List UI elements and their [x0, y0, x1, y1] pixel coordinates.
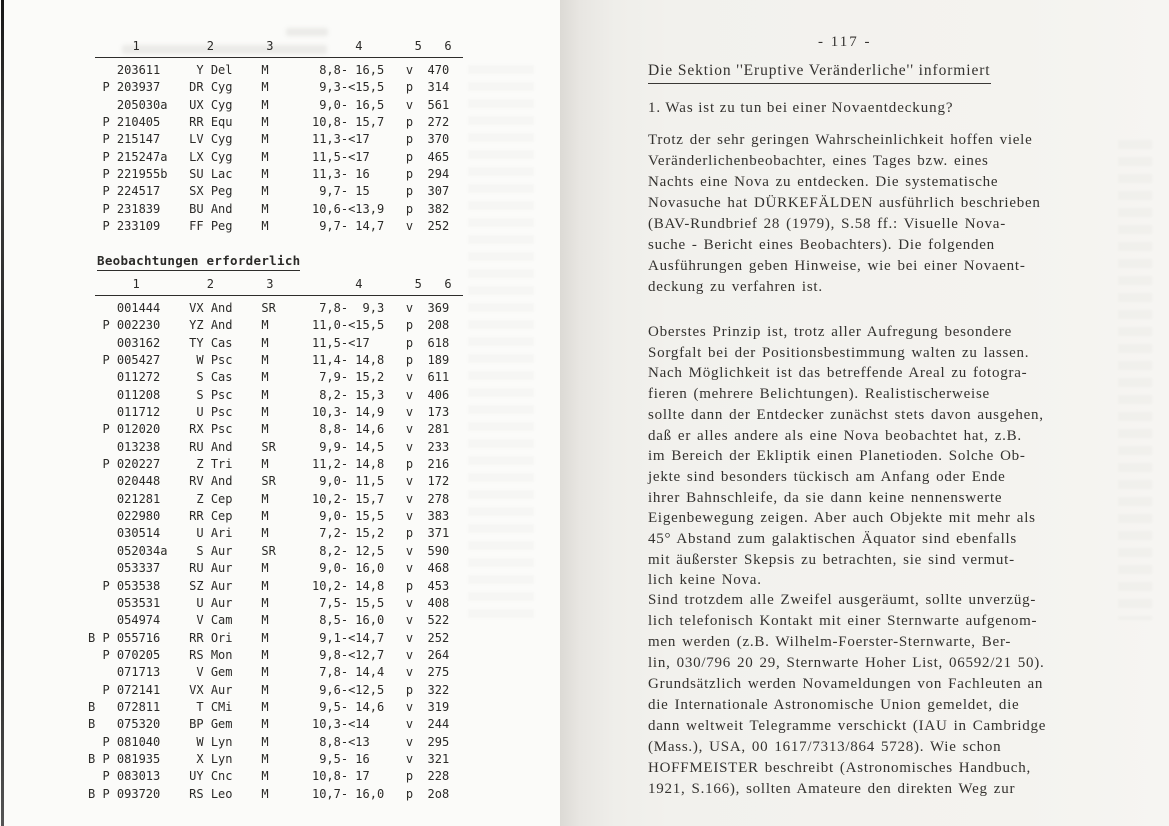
- table-row: P 215247a LX Cyg M 11,5-<17 p 465: [88, 149, 450, 164]
- text-line: Ausführungen geben Hinweise, wie bei einer Novaent-: [648, 258, 1026, 274]
- table-row: 003162 TY Cas M 11,5-<17 p 618: [88, 335, 450, 350]
- table-row: P 231839 BU And M 10,6-<13,9 p 382: [88, 201, 450, 216]
- table-row: B P 081935 X Lyn M 9,5- 16 v 321: [88, 751, 450, 766]
- table-row: P 072141 VX Aur M 9,6-<12,5 p 322: [88, 682, 450, 697]
- table-row: B P 055716 RR Ori M 9,1-<14,7 v 252: [88, 630, 450, 645]
- text-line: Sind trotzdem alle Zweifel ausgeräumt, sollte unverzüg-: [648, 592, 1037, 608]
- text-line: suche - Bericht eines Beobachters). Die folgenden: [648, 237, 995, 253]
- table-row: P 005427 W Psc M 11,4- 14,8 p 189: [88, 353, 450, 368]
- page-number: - 117 -: [818, 34, 872, 50]
- text-line: Eigenbewegung zeigen. Aber auch Objekte mit mehr als: [648, 510, 1036, 527]
- table-row: P 233109 FF Peg M 9,7- 14,7 v 252: [88, 219, 450, 234]
- table-row: 071713 V Gem M 7,8- 14,4 v 275: [88, 665, 450, 680]
- paragraph: [648, 130, 1160, 298]
- text-line: Novasuche hat DÜRKEFÄLDEN ausführlich beschrieben: [648, 195, 1041, 211]
- text-line: (BAV-Rundbrief 28 (1979), S.58 ff.: Visuelle Nova-: [648, 216, 1006, 232]
- text-line: 45° Abstand zum galaktischen Äquator sind ebenfalls: [648, 531, 1018, 548]
- bleed-through-smudge: [286, 28, 328, 36]
- table-row: 011208 S Psc M 8,2- 15,3 v 406: [88, 387, 450, 402]
- table-row: P 221955b SU Lac M 11,3- 16 p 294: [88, 167, 450, 182]
- text-line: jekte sind besonders tückisch am Anfang oder Ende: [648, 468, 1006, 485]
- table-row: 054974 V Cam M 8,5- 16,0 v 522: [88, 613, 450, 628]
- table-row: 011712 U Psc M 10,3- 14,9 v 173: [88, 405, 450, 420]
- text-line: im Bereich der Ekliptik einen Planetioden. Solche Ob-: [648, 448, 1026, 465]
- text-line: sollte dann der Entdecker zunächst stets davon ausgehen,: [648, 406, 1044, 423]
- table1-rows: [88, 62, 449, 235]
- text-line: Grundsätzlich werden Novameldungen von Fachleuten an: [648, 676, 1044, 692]
- table-row: 030514 U Ari M 7,2- 15,2 p 371: [88, 526, 450, 541]
- table-row: B 075320 BP Gem M 10,3-<14 v 244: [88, 717, 450, 732]
- bleed-through-column: [468, 65, 534, 625]
- table-row: 021281 Z Cep M 10,2- 15,7 v 278: [88, 491, 450, 506]
- text-line: fieren (mehrere Belichtungen). Realistischerweise: [648, 386, 990, 403]
- table-row: P 053538 SZ Aur M 10,2- 14,8 p 453: [88, 578, 450, 593]
- text-line: daß er alles andere als eine Nova beobachtet hat, z.B.: [648, 427, 1022, 444]
- table1-column-headers: 1 2 3 4 5 6: [88, 39, 452, 53]
- text-line: HOFFMEISTER beschreibt (Astronomisches Handbuch,: [648, 760, 1031, 776]
- paragraph: [648, 322, 1160, 591]
- text-line: lich telefonisch Kontakt mit einer Sternwarte aufgenom-: [648, 613, 1038, 629]
- table-row: 205030a UX Cyg M 9,0- 16,5 v 561: [88, 97, 450, 112]
- table-row: P 070205 RS Mon M 9,8-<12,7 v 264: [88, 647, 450, 662]
- text-line: dann weltweit Telegramme verschickt (IAU in Cambridge: [648, 718, 1047, 734]
- article-heading: Die Sektion ''Eruptive Veränderliche'' informiert: [648, 62, 991, 84]
- text-line: (Mass.), USA, 00 1617/7313/864 5728). Wie schon: [648, 739, 1002, 755]
- table-row: B P 093720 RS Leo M 10,7- 16,0 p 2o8: [88, 786, 450, 801]
- question-heading: 1. Was ist zu tun bei einer Novaentdeckung?: [648, 100, 954, 116]
- table1-rule: [95, 57, 463, 58]
- table2-column-headers: 1 2 3 4 5 6: [88, 277, 452, 291]
- table-row: 001444 VX And SR 7,8- 9,3 v 369: [88, 301, 450, 315]
- table-row: 053337 RU Aur M 9,0- 16,0 v 468: [88, 561, 450, 576]
- text-line: Nachts eine Nova zu entdecken. Die systematische: [648, 174, 999, 190]
- table2-rule: [95, 295, 463, 296]
- table-row: 013238 RU And SR 9,9- 14,5 v 233: [88, 439, 450, 454]
- scan-edge-line: [1, 0, 4, 826]
- text-line: Oberstes Prinzip ist, trotz aller Aufregung besondere: [648, 324, 1013, 340]
- section-heading: Beobachtungen erforderlich: [97, 253, 300, 271]
- table-row: P 012020 RX Psc M 8,8- 14,6 v 281: [88, 422, 450, 437]
- text-line: deckung zu verfahren ist.: [648, 279, 823, 295]
- paragraph: [648, 590, 1160, 800]
- text-line: lich keine Nova.: [648, 572, 762, 589]
- table-row: 203611 Y Del M 8,8- 16,5 v 470: [88, 63, 450, 77]
- table-row: P 215147 LV Cyg M 11,3-<17 p 370: [88, 132, 450, 147]
- table-row: 022980 RR Cep M 9,0- 15,5 v 383: [88, 509, 450, 524]
- table-row: P 020227 Z Tri M 11,2- 14,8 p 216: [88, 457, 450, 472]
- text-line: Nach Möglichkeit ist das betreffende Areal zu fotogra-: [648, 365, 1028, 382]
- table2-rows: [88, 300, 449, 803]
- table-row: P 002230 YZ And M 11,0-<15,5 p 208: [88, 318, 450, 333]
- table-row: P 224517 SX Peg M 9,7- 15 p 307: [88, 184, 450, 199]
- table-row: 052034a S Aur SR 8,2- 12,5 v 590: [88, 543, 450, 558]
- table-row: P 081040 W Lyn M 8,8-<13 v 295: [88, 734, 450, 749]
- text-line: ihrer Bahnschleife, da sie dann keine nennenswerte: [648, 489, 1003, 506]
- text-line: lin, 030/796 20 29, Sternwarte Hoher List, 06592/21 50).: [648, 655, 1045, 671]
- table-row: P 083013 UY Cnc M 10,8- 17 p 228: [88, 769, 450, 784]
- table-row: 020448 RV And SR 9,0- 11,5 v 172: [88, 474, 450, 489]
- text-line: Veränderlichenbeobachter, eines Tages bzw. eines: [648, 153, 989, 169]
- table-row: 011272 S Cas M 7,9- 15,2 v 611: [88, 370, 450, 385]
- text-line: Trotz der sehr geringen Wahrscheinlichkeit hoffen viele: [648, 132, 1033, 148]
- table-row: P 203937 DR Cyg M 9,3-<15,5 p 314: [88, 80, 450, 95]
- text-line: 1921, S.166), sollten Amateure den direkten Weg zur: [648, 781, 1016, 797]
- table-row: P 210405 RR Equ M 10,8- 15,7 p 272: [88, 115, 450, 130]
- text-line: Sorgfalt bei der Positionsbestimmung walten zu lassen.: [648, 344, 1030, 361]
- table-row: 053531 U Aur M 7,5- 15,5 v 408: [88, 595, 450, 610]
- table-row: B 072811 T CMi M 9,5- 14,6 v 319: [88, 699, 450, 714]
- text-line: mit äußerster Skepsis zu betrachten, sie sind vermut-: [648, 551, 1015, 568]
- text-line: men werden (z.B. Wilhelm-Foerster-Sternwarte, Ber-: [648, 634, 1012, 650]
- text-line: die Internationale Astronomische Union gemeldet, die: [648, 697, 1020, 713]
